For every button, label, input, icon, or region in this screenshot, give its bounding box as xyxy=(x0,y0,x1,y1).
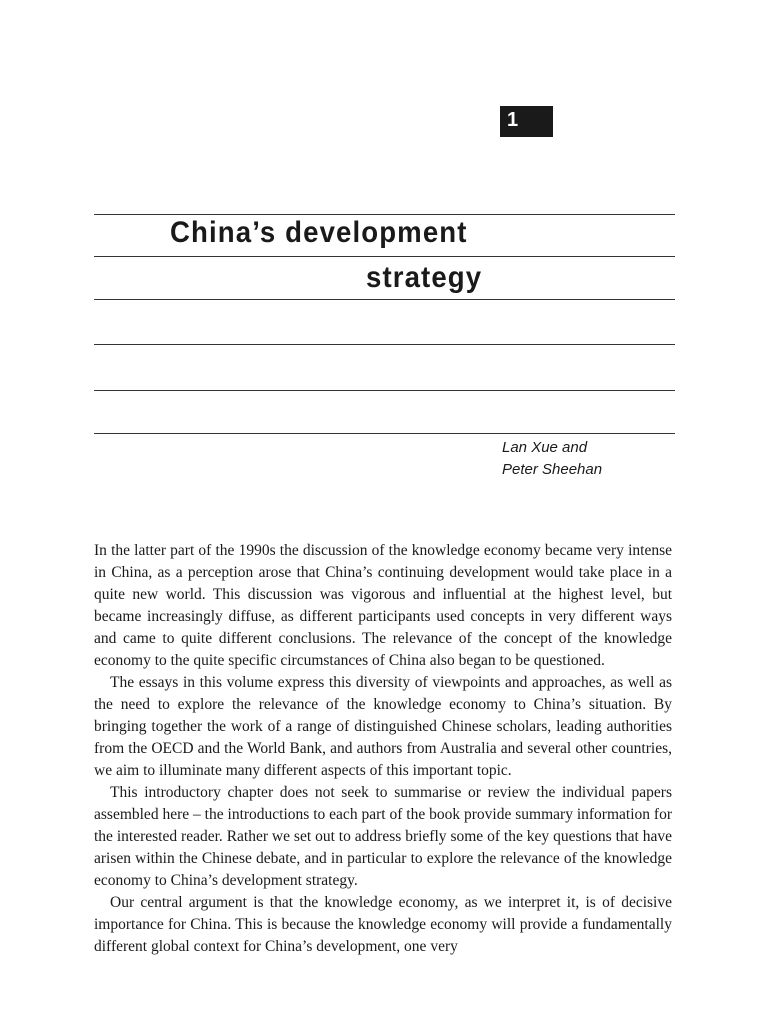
title-rule xyxy=(94,344,675,345)
title-rule xyxy=(94,390,675,391)
title-rule xyxy=(94,214,675,215)
chapter-authors xyxy=(502,437,602,481)
paragraph: The essays in this volume express this diversity of viewpoints and approaches, as well as the need to explore the relevance of the knowledge economy to China’s situation. By bringing together the work of a range of distinguished Chinese scholars, leading authorities from the OECD and the World Bank, and authors from Australia and several other countries, we aim to illuminate many different aspects of this important topic. xyxy=(94,674,672,779)
title-rule xyxy=(94,299,675,300)
paragraph: In the latter part of the 1990s the discussion of the knowledge economy became very intense in China, as a perception arose that China’s continuing development would take place in a quite new world. This discussion was vigorous and influential at the highest level, but became increasingly diffuse, as different participants used concepts in very different ways and came to quite different conclusions. The relevance of the concept of the knowledge economy to the quite specific circumstances of China also began to be questioned. xyxy=(94,542,672,669)
body-text xyxy=(94,540,672,958)
paragraph: Our central argument is that the knowledge economy, as we interpret it, is of decisive importance for China. This is because the knowledge economy will provide a fundamentally different global context for China’s development, one very xyxy=(94,894,672,955)
chapter-number-badge: 1 xyxy=(500,106,553,137)
chapter-title-line-2: strategy xyxy=(366,261,483,294)
author-line: Lan Xue and xyxy=(502,439,588,456)
author-line: Peter Sheehan xyxy=(502,461,603,478)
title-rule xyxy=(94,433,675,434)
paragraph: This introductory chapter does not seek to summarise or review the individual papers assembled here – the introductions to each part of the book provide summary information for the interested reader. Rather we set out to address briefly some of the key questions that have arisen within the Chinese debate, and in particular to explore the relevance of the knowledge economy to China’s development strategy. xyxy=(94,784,672,889)
title-rule xyxy=(94,256,675,257)
chapter-title-line-1: China’s development xyxy=(170,216,468,249)
